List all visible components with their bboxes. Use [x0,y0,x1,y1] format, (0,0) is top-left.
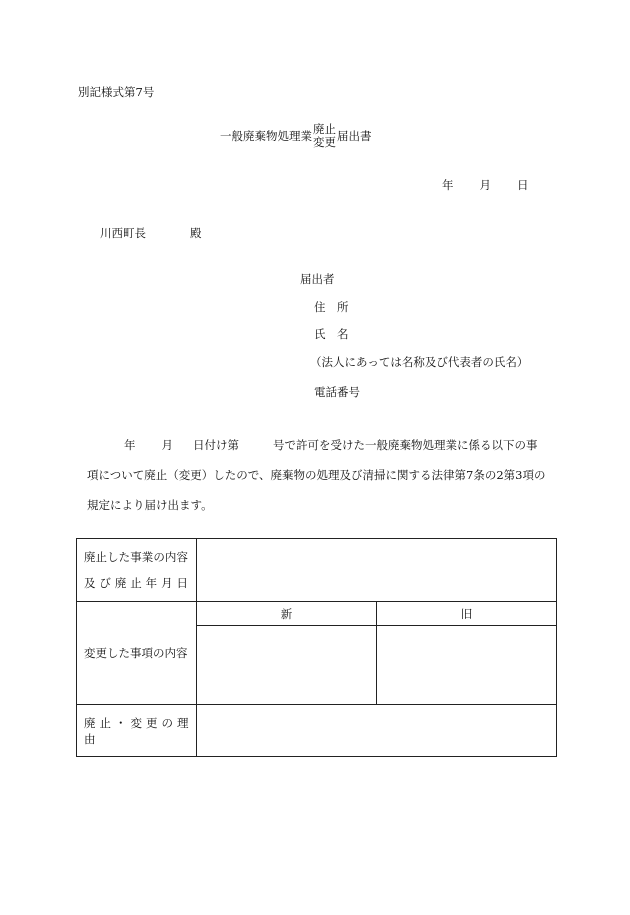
title-prefix: 一般廃棄物処理業 [220,128,312,143]
abolition-label-line-1: 廃止した事業の内容 [84,550,188,564]
table-row-reason [77,705,557,757]
notifier-name-label: 氏 名 [314,327,349,341]
table-row-abolition [77,539,557,602]
addressee [100,225,202,241]
body-line-1-rest: 号で許可を受けた一般廃棄物処理業に係る以下の事 [273,438,538,452]
reason-label-cell [77,705,197,757]
body-line-1 [87,430,567,460]
title-option-stack [313,123,336,149]
title-option-change: 変更 [313,135,336,149]
abolition-label-line-2: 及び廃止年月日 [84,576,188,590]
form-number: 別記様式第7号 [78,85,155,99]
column-old-header: 旧 [377,602,557,626]
body-line-2: 項について廃止（変更）したので、廃棄物の処理及び清掃に関する法律第7条の2第3項の [87,468,546,482]
notifier-name-note: （法人にあっては名称及び代表者の氏名） [310,355,529,369]
date-year: 年 [442,178,454,192]
notifier-address-label: 住 所 [314,300,349,314]
body-paragraph [87,430,567,520]
body-month: 月 [161,438,173,452]
change-old-value-cell[interactable] [377,626,557,705]
date-day: 日 [517,178,529,192]
change-new-value-cell[interactable] [197,626,377,705]
title-suffix: 届出書 [337,128,372,143]
notification-table [76,538,557,757]
date-month: 月 [479,178,491,192]
table-row-change-header [77,602,557,626]
body-line-3: 規定により届け出ます。 [87,498,213,512]
abolition-label-cell [77,539,197,602]
notifier-phone-label: 電話番号 [314,385,360,399]
date-line [442,177,529,193]
body-year: 年 [124,438,136,452]
change-label-cell: 変更した事項の内容 [77,602,197,705]
abolition-value-cell[interactable] [197,539,557,602]
reason-label: 廃止・変更の理由 [84,715,193,746]
document-title [220,123,372,149]
addressee-name: 川西町長 [100,226,146,240]
reason-value-cell[interactable] [197,705,557,757]
notifier-label: 届出者 [300,272,335,286]
body-date: 日付け第 [193,438,239,452]
title-option-abolition: 廃止 [313,122,336,136]
column-new-header: 新 [197,602,377,626]
addressee-honorific: 殿 [190,226,202,240]
